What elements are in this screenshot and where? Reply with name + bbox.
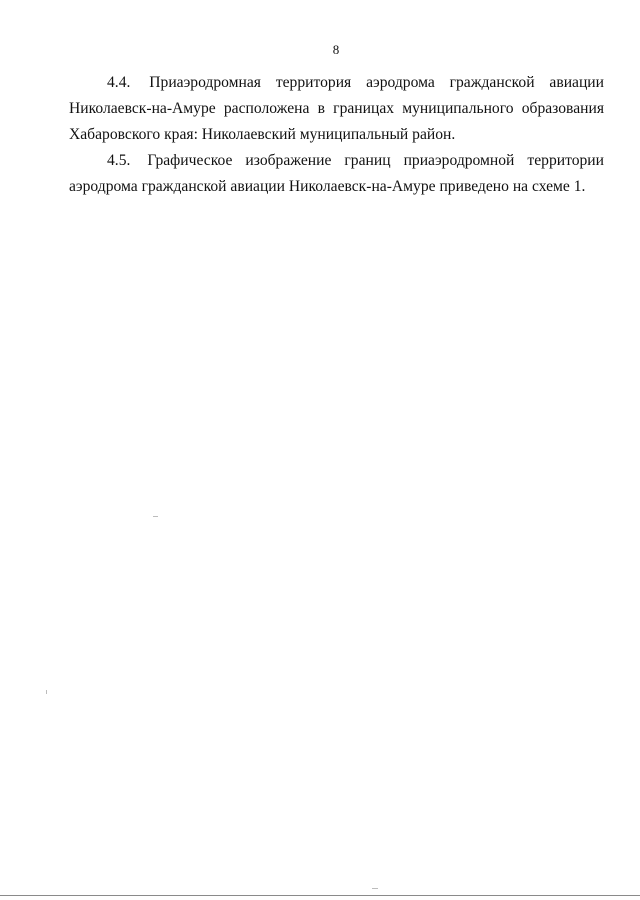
paragraph-line: Хабаровского края: Николаевский муниципальный район. — [69, 126, 456, 143]
paragraph-text: Приаэродромная территория аэродрома гражданской авиации — [149, 74, 604, 91]
scan-speck — [153, 516, 158, 517]
paragraph-number: 4.5. — [107, 152, 131, 169]
document-body — [69, 70, 604, 200]
paragraph-4-5 — [69, 148, 604, 200]
page-number: 8 — [332, 42, 340, 57]
scan-speck — [46, 690, 47, 694]
scan-bottom-edge — [0, 895, 640, 896]
paragraph-4-4 — [69, 70, 604, 148]
paragraph-line — [69, 148, 604, 174]
scan-speck — [372, 888, 378, 889]
paragraph-line: аэродрома гражданской авиации Николаевск-на-Амуре приведено на схеме 1. — [69, 178, 586, 195]
paragraph-text: Графическое изображение границ приаэродромной территории — [147, 152, 604, 169]
paragraph-line: Николаевск-на-Амуре расположена в границах муниципального образования — [69, 100, 604, 117]
paragraph-number: 4.4. — [107, 74, 131, 91]
paragraph-line — [69, 70, 604, 96]
